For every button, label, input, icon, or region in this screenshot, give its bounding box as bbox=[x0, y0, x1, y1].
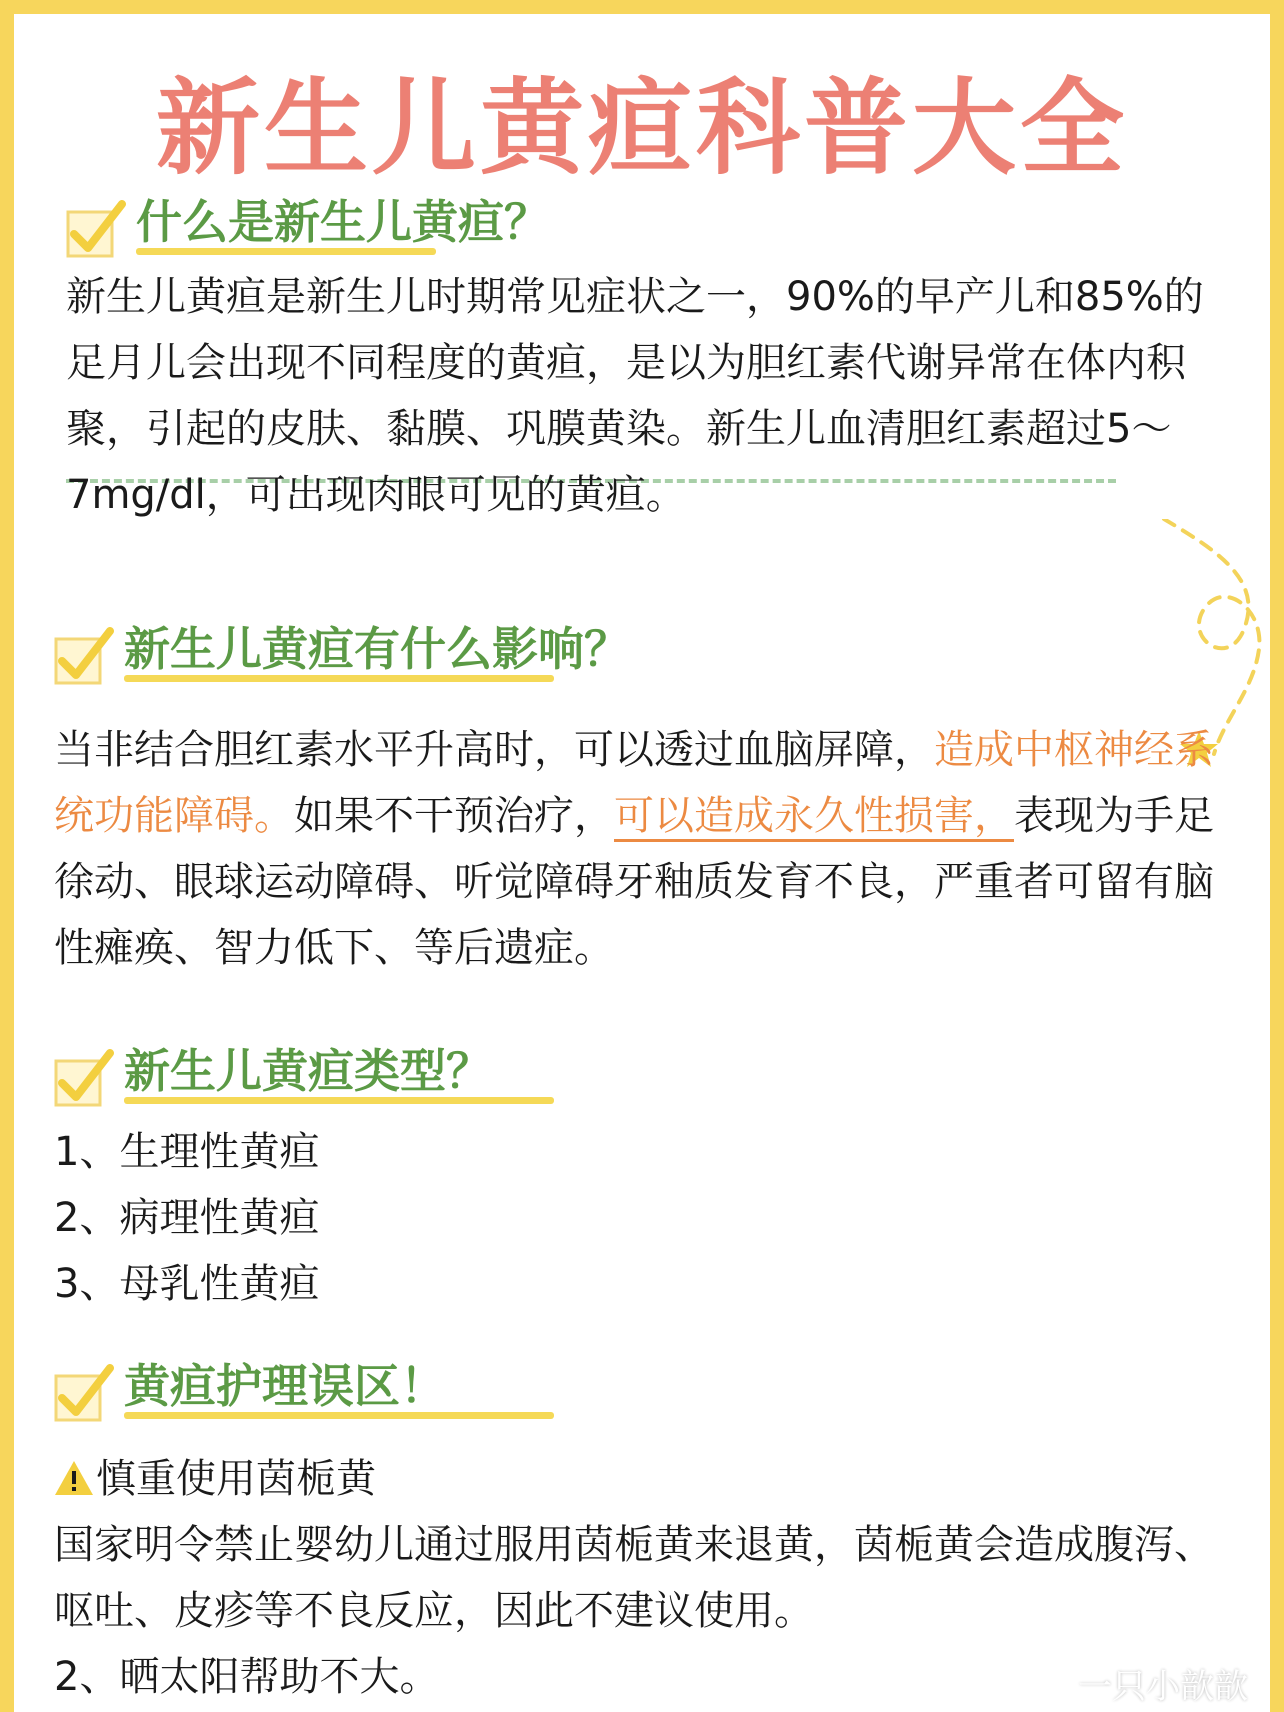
checkbox-check-icon bbox=[54, 625, 114, 685]
section-heading-text: 黄疸护理误区！ bbox=[124, 1359, 446, 1413]
checkbox-check-icon bbox=[66, 198, 126, 258]
paragraph-text: 表现为手足徐动、眼球运动障碍、听觉障碍牙釉质发育不良，严重者可留有脑性瘫痪、智力低下、等后遗症。 bbox=[54, 793, 1214, 971]
list-item: 1、生理性黄疸 bbox=[54, 1129, 320, 1175]
section-2-paragraph bbox=[54, 717, 1234, 981]
checkbox-check-icon bbox=[54, 1047, 114, 1107]
highlight-underlined-text: 可以造成永久性损害， bbox=[614, 793, 1014, 842]
list-item: 2、病理性黄疸 bbox=[54, 1195, 320, 1241]
page bbox=[14, 14, 1270, 1712]
section-heading-text: 新生儿黄疸有什么影响？ bbox=[124, 622, 630, 676]
warning-icon bbox=[54, 1460, 94, 1496]
paragraph-text: 如果不干预治疗， bbox=[294, 793, 614, 839]
section-1-heading bbox=[66, 192, 550, 262]
section-2-heading bbox=[54, 619, 630, 689]
section-1-paragraph: 新生儿黄疸是新生儿时期常见症状之一，90%的早产儿和85%的足月儿会出现不同程度的黄疸，是以为胆红素代谢异常在体内积聚，引起的皮肤、黏膜、巩膜黄染。新生儿血清胆红素超过5～7mg/dl，可出现肉眼可见的黄疸。 bbox=[66, 274, 1204, 518]
section-3-heading bbox=[54, 1041, 574, 1111]
warning-body: 国家明令禁止婴幼儿通过服用茵栀黄来退黄，茵栀黄会造成腹泻、呕吐、皮疹等不良反应，因此不建议使用。 bbox=[54, 1522, 1214, 1634]
list-item: 2、晒太阳帮助不大。 bbox=[54, 1654, 440, 1700]
paragraph-text: 当非结合胆红素水平升高时，可以透过血脑屏障， bbox=[54, 727, 934, 773]
warning-title: 慎重使用茵栀黄 bbox=[96, 1456, 376, 1502]
highlight-text: 造成中枢神经系统功能障碍。 bbox=[54, 727, 1214, 839]
section-heading-text: 新生儿黄疸类型？ bbox=[124, 1044, 492, 1098]
list-item: 3、母乳性黄疸 bbox=[54, 1261, 320, 1307]
section-heading-text: 什么是新生儿黄疸？ bbox=[136, 195, 550, 249]
watermark-text: 一只小歆歆 bbox=[1078, 1667, 1248, 1707]
checkbox-check-icon bbox=[54, 1362, 114, 1422]
page-title: 新生儿黄疸科普大全 bbox=[155, 67, 1128, 189]
section-4-heading bbox=[54, 1356, 574, 1426]
